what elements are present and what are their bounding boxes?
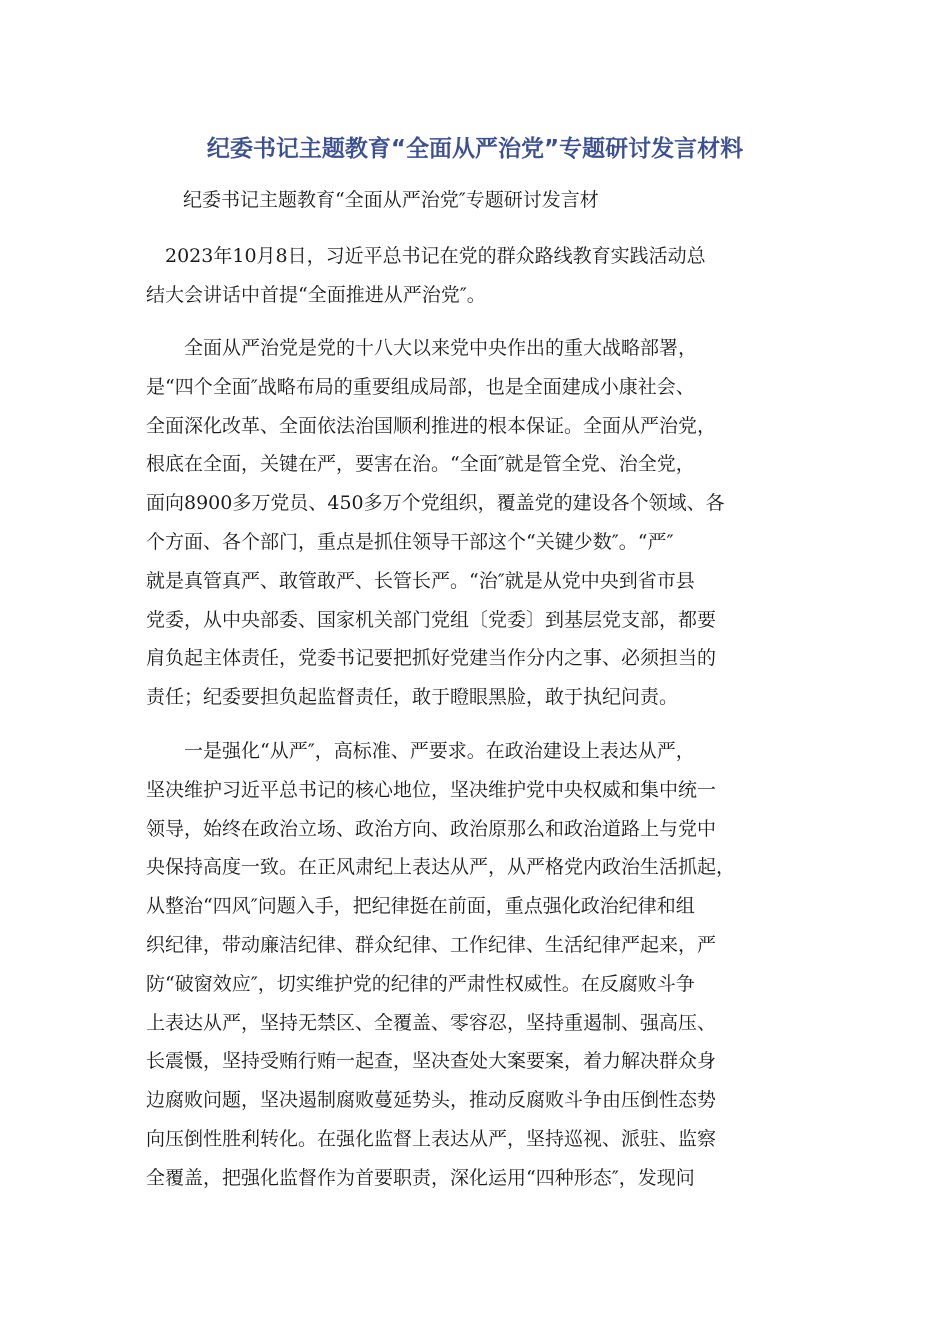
paragraph-line: 一是强化“从严″，高标准、严要求。在政治建设上表达从严， [146,740,695,762]
paragraph-line: 领导，始终在政治立场、政治方向、政治原那么和政治道路上与党中 [146,817,717,840]
paragraph-line: 责任；纪委要担负起监督责任，敢于瞪眼黑脸，敢于执纪问责。 [146,686,679,709]
paragraph-line: 面向8900多万党员、450多万个党组织，覆盖党的建设各个领域、各 [146,492,725,515]
paragraph-line: 上表达从严，坚持无禁区、全覆盖、零容忍，坚持重遏制、强高压、 [146,1011,717,1034]
paragraph-line: 肩负起主体责任，党委书记要把抓好党建当作分内之事、必须担当的 [146,647,717,670]
paragraph-line: 全面从严治党是党的十八大以来党中央作出的重大战略部署， [146,337,698,359]
paragraph-line: 长震慑，坚持受贿行贿一起查，坚决查处大案要案，着力解决群众身 [146,1050,717,1073]
paragraph-line: 根底在全面，关键在严，要害在治。“全面″就是管全党、治全党， [146,453,695,476]
paragraph-line: 边腐败问题，坚决遏制腐败蔓延势头，推动反腐败斗争由压倒性态势 [146,1089,717,1112]
paragraph-line: 坚决维护习近平总书记的核心地位，坚决维护党中央权威和集中统一 [146,778,717,801]
paragraph-line: 是“四个全面″战略布局的重要组成局部，也是全面建成小康社会、 [146,375,695,398]
paragraph-line: 全面深化改革、全面依法治国顺利推进的根本保证。全面从严治党， [146,414,717,437]
paragraph-line: 防“破窗效应″，切实维护党的纪律的严肃性权威性。在反腐败斗争 [146,972,695,995]
document-title: 纪委书记主题教育“全面从严治党”专题研讨发言材料 [206,136,744,162]
paragraph-line: 结大会讲话中首提“全面推进从严治党″。 [146,283,486,306]
paragraph-line: 全覆盖，把强化监督作为首要职责，深化运用“四种形态″，发现问 [146,1166,695,1189]
paragraph-line: 就是真管真严、敢管敢严、长管长严。“治″就是从党中央到省市县 [146,569,695,592]
paragraph-line: 向压倒性胜利转化。在强化监督上表达从严，坚持巡视、派驻、监察 [146,1127,717,1150]
paragraph-line: 个方面、各个部门，重点是抓住领导干部这个“关键少数″。“严″ [146,530,674,553]
document-subtitle: 纪委书记主题教育“全面从严治党″专题研讨发言材 [183,189,599,211]
paragraph-line: 央保持高度一致。在正风肃纪上表达从严，从严格党内政治生活抓起， [146,856,736,879]
paragraph-line: 2023年10月8日，习近平总书记在党的群众路线教育实践活动总 [146,245,706,267]
paragraph-line: 党委，从中央部委、国家机关部门党组〔党委〕到基层党支部，都要 [146,608,717,631]
paragraph-3 [146,732,818,1198]
paragraph-line: 从整治“四风″问题入手，把纪律挺在前面，重点强化政治纪律和组 [146,895,695,918]
paragraph-line: 织纪律，带动廉洁纪律、群众纪律、工作纪律、生活纪律严起来，严 [146,933,717,956]
paragraph-1 [146,237,818,315]
paragraph-2 [146,329,818,717]
